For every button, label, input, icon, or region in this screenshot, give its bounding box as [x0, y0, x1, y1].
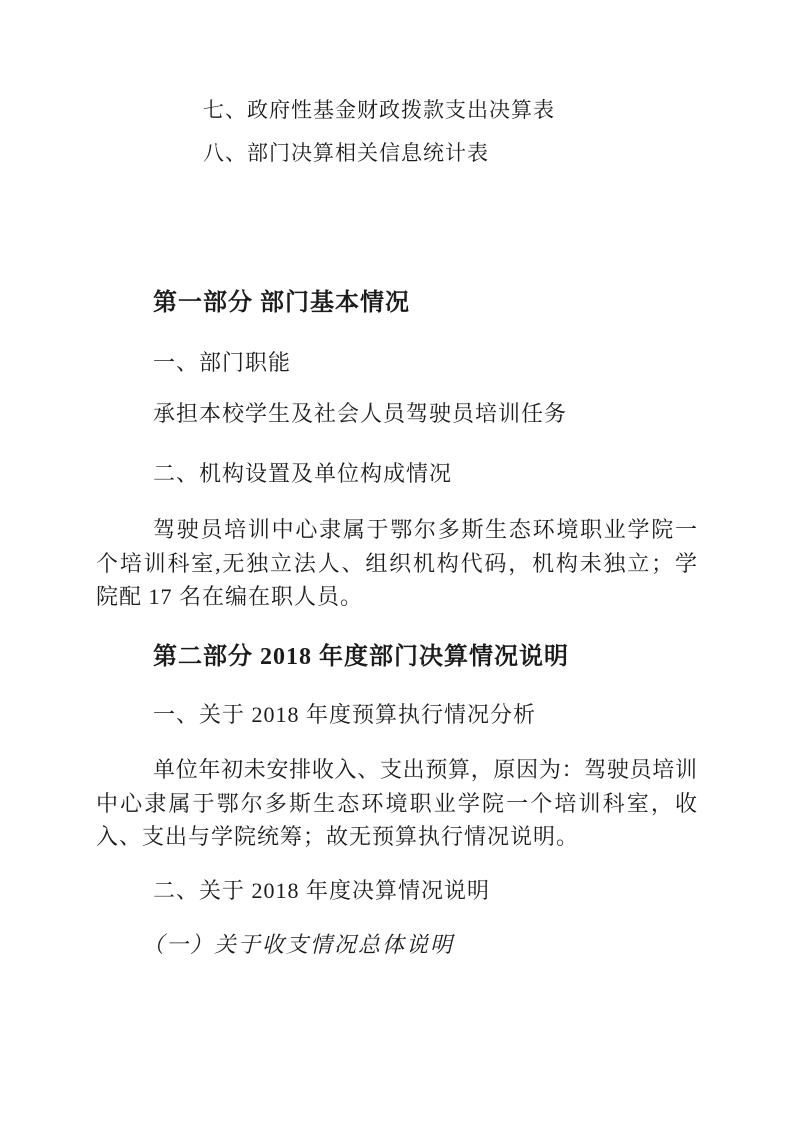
part2-heading: 第二部分 2018 年度部门决算情况说明: [153, 644, 569, 670]
part1-section1-title: 一、部门职能: [153, 350, 292, 375]
part1-section2-paragraph-line-3: 院配 17 名在编在职人员。: [96, 584, 364, 609]
part2-section1-paragraph-line-3: 入、支出与学院统筹；故无预算执行情况说明。: [96, 824, 580, 849]
part1-section2-paragraph-line-1: 驾驶员培训中心隶属于鄂尔多斯生态环境职业学院一: [153, 517, 697, 542]
part2-section1-title: 一、关于 2018 年度预算执行情况分析: [153, 702, 537, 727]
part1-section2-title: 二、机构设置及单位构成情况: [153, 461, 453, 486]
part2-section1-paragraph-line-1: 单位年初未安排收入、支出预算，原因为：驾驶员培训: [153, 757, 697, 782]
part2-section1-paragraph-line-2: 中心隶属于鄂尔多斯生态环境职业学院一个培训科室，收: [96, 791, 697, 816]
part2-section2-sub1-title: （一）关于收支情况总体说明: [142, 932, 455, 957]
part2-section2-title: 二、关于 2018 年度决算情况说明: [153, 878, 491, 903]
toc-item-8: 八、部门决算相关信息统计表: [203, 141, 489, 165]
part1-section1-body: 承担本校学生及社会人员驾驶员培训任务: [153, 401, 568, 426]
toc-item-7: 七、政府性基金财政拨款支出决算表: [203, 98, 555, 122]
part1-heading: 第一部分 部门基本情况: [153, 290, 410, 316]
part1-section2-paragraph-line-2: 个培训科室,无独立法人、组织机构代码，机构未独立；学: [96, 551, 697, 576]
